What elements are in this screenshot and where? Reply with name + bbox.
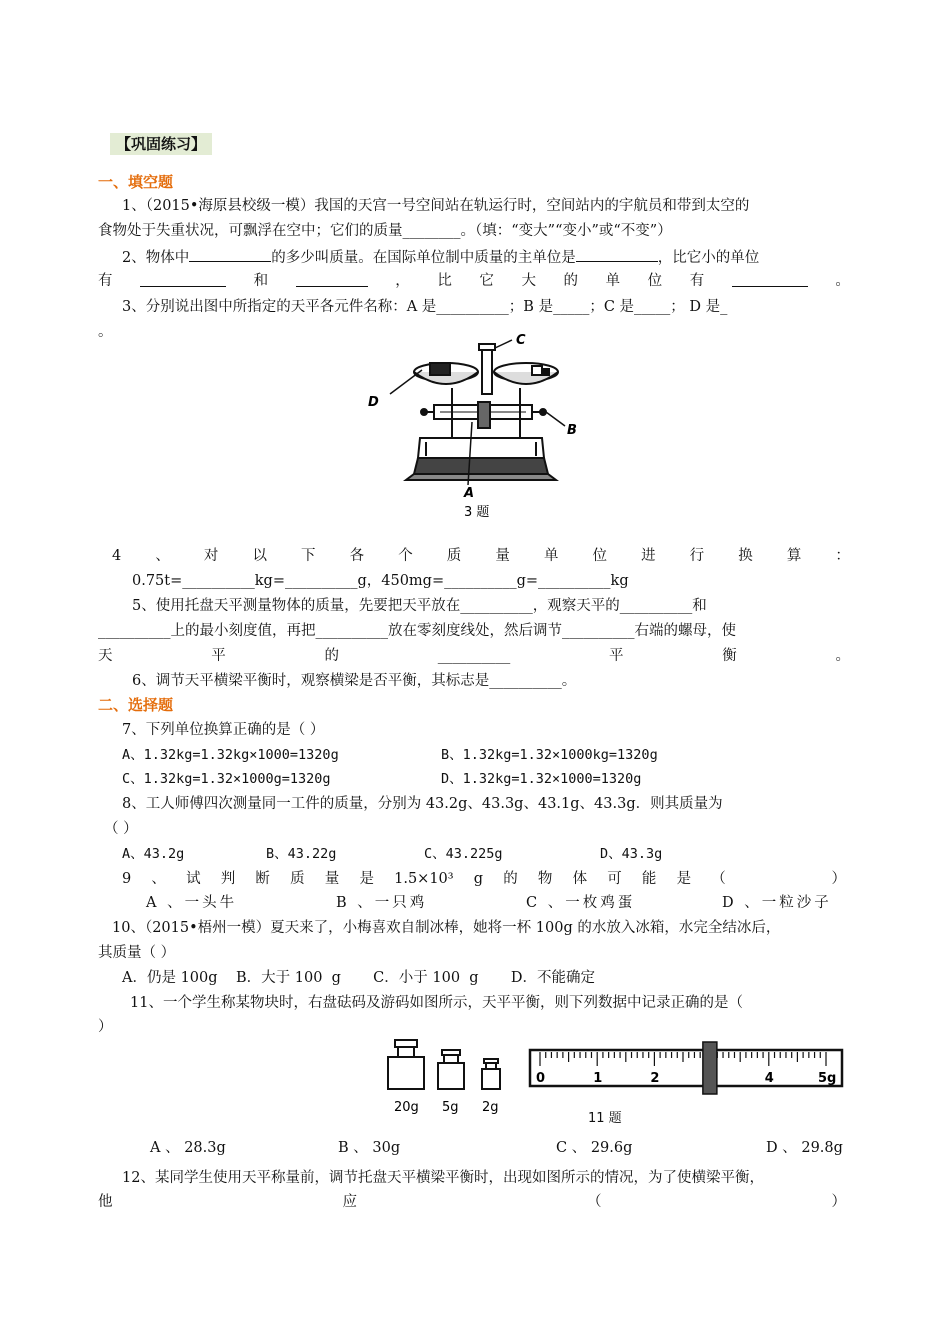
q6-text: 6、调节天平横梁平衡时，观察横梁是否平衡，其标志是__________。 bbox=[132, 673, 577, 689]
q7-stem: 7、下列单位换算正确的是（ ） bbox=[122, 722, 325, 738]
q2-part-c: ，比它小的单位 bbox=[657, 250, 760, 266]
q8-option-c: C、43.225g bbox=[424, 846, 503, 862]
q11-option-b: B 、 30g bbox=[338, 1140, 401, 1156]
q10-line2: 其质量（ ） bbox=[98, 945, 176, 961]
section-choice-heading: 二、选择题 bbox=[98, 696, 174, 714]
q2-word: 它 bbox=[479, 273, 494, 289]
q12-line2: 他 应 （ ） bbox=[98, 1194, 846, 1210]
q2-blank-3 bbox=[140, 271, 226, 287]
label-a: A bbox=[464, 486, 475, 501]
q2-word: 有 bbox=[98, 273, 113, 289]
q2-word: 大 bbox=[521, 273, 536, 289]
weight-5g-label: 5g bbox=[442, 1100, 459, 1115]
ruler-tick-label: 1 bbox=[593, 1071, 603, 1086]
label-c: C bbox=[516, 333, 526, 348]
q8-stem-paren: （ ） bbox=[104, 821, 138, 837]
weight-2g-label: 2g bbox=[482, 1100, 499, 1115]
q1-line1: 1、（2015•海原县校级一模）我国的天宫一号空间站在轨运行时，空间站内的宇航员和带到太空的 bbox=[122, 198, 750, 214]
q3-line1: 3、分别说出图中所指定的天平各元件名称：A 是__________；B 是_____；C 是_____； D 是_ bbox=[122, 299, 728, 315]
q3-line2: 。 bbox=[98, 324, 113, 340]
q8-stem: 8、工人师傅四次测量同一工件的质量，分别为 43.2g、43.3g、43.1g、43.3g．则其质量为 bbox=[122, 796, 723, 812]
q2-word: 单 bbox=[605, 273, 621, 289]
q2-blank-5 bbox=[732, 271, 808, 287]
q2-blank-1 bbox=[189, 246, 271, 262]
q2-part-b: 的多少叫质量。在国际单位制中质量的主单位是 bbox=[271, 250, 576, 266]
ruler-tick-label: 0 bbox=[536, 1071, 546, 1086]
q9-option-d: D 、一粒沙子 bbox=[722, 895, 832, 911]
q2-word: 位 bbox=[647, 273, 663, 289]
ruler-tick-label: 4 bbox=[764, 1071, 774, 1086]
q7-option-b: B、1.32kg=1.32×1000kg=1320g bbox=[441, 747, 658, 763]
q2-word: 和 bbox=[253, 273, 269, 289]
section-fill-blank-heading: 一、填空题 bbox=[98, 173, 174, 191]
q5-line1: 5、使用托盘天平测量物体的质量，先要把天平放在__________，观察天平的__________和 bbox=[132, 598, 707, 614]
q7-option-a: A、1.32kg=1.32kg×1000=1320g bbox=[122, 747, 339, 763]
q3-figure-caption: 3 题 bbox=[464, 505, 490, 520]
q10-line1: 10、（2015•梧州一模）夏天来了，小梅喜欢自制冰棒，她将一杯 100g 的水放入冰箱，水完全结冰后， bbox=[112, 920, 781, 936]
q9-stem: 9 、 试 判 断 质 量 是 1.5×10³ g 的 物 体 可 能 是 （ ） bbox=[122, 871, 846, 887]
practice-tag: 【巩固练习】 bbox=[110, 133, 212, 155]
q11-option-a: A 、 28.3g bbox=[150, 1140, 226, 1156]
q2-blank-2 bbox=[576, 246, 658, 262]
q10-options: A．仍是 100g B．大于 100 g C．小于 100 g D．不能确定 bbox=[122, 970, 595, 986]
q7-option-c: C、1.32kg=1.32×1000g=1320g bbox=[122, 771, 331, 787]
q2-word: 有 bbox=[689, 273, 705, 289]
rider-ruler-figure bbox=[526, 1040, 848, 1100]
ruler-tick-label: 2 bbox=[650, 1071, 660, 1086]
balance-base-top bbox=[414, 458, 548, 474]
q5-line3: 天 平 的 __________ 平 衡 。 bbox=[98, 648, 850, 664]
q1-line2: 食物处于失重状况，可飘浮在空中；它们的质量________。（填：“变大”“变小”或“不变”） bbox=[98, 223, 672, 239]
q8-option-b: B、43.22g bbox=[266, 846, 337, 862]
q2-word: 的 bbox=[563, 273, 578, 289]
q4-line1: 4 、 对 以 下 各 个 质 量 单 位 进 行 换 算 ： bbox=[112, 548, 850, 564]
q2-word: ， bbox=[395, 273, 410, 289]
q12-line1: 12、某同学生使用天平称量前，调节托盘天平横梁平衡时，出现如图所示的情况，为了使横梁平衡， bbox=[122, 1170, 764, 1186]
q9-option-b: B 、一只鸡 bbox=[336, 895, 428, 911]
label-d: D bbox=[368, 395, 379, 410]
q11-line2: ） bbox=[98, 1019, 113, 1035]
q2-word: 。 bbox=[835, 273, 850, 289]
q8-option-d: D、43.3g bbox=[600, 846, 663, 862]
q11-option-d: D 、 29.8g bbox=[766, 1140, 843, 1156]
q9-option-a: A 、一头牛 bbox=[146, 895, 238, 911]
q4-line2: 0.75t=__________kg=__________g，450mg=__________g=__________kg bbox=[132, 573, 629, 589]
q2-line1 bbox=[122, 246, 759, 268]
q5-line2: __________上的最小刻度值，再把__________放在零刻度线处，然后调节__________右端的螺母，使 bbox=[98, 623, 736, 639]
q2-word: 比 bbox=[437, 273, 452, 289]
q2-line2 bbox=[98, 271, 850, 291]
q2-blank-4 bbox=[296, 271, 368, 287]
q7-option-d: D、1.32kg=1.32×1000=1320g bbox=[441, 771, 642, 787]
q8-option-a: A、43.2g bbox=[122, 846, 185, 862]
q11-line1: 11、一个学生称某物块时，右盘砝码及游码如图所示，天平平衡，则下列数据中记录正确的是（ bbox=[130, 995, 743, 1011]
q11-option-c: C 、 29.6g bbox=[556, 1140, 633, 1156]
q11-figure-caption: 11 题 bbox=[588, 1111, 622, 1126]
weight-20g-label: 20g bbox=[394, 1100, 419, 1115]
label-b: B bbox=[567, 423, 577, 438]
weights-figure bbox=[380, 1033, 510, 1118]
q9-option-c: C 、一枚鸡蛋 bbox=[526, 895, 636, 911]
balance-figure bbox=[360, 330, 590, 530]
q2-part-a: 2、物体中 bbox=[122, 250, 190, 266]
ruler-rider bbox=[703, 1042, 717, 1094]
ruler-tick-label: 5g bbox=[818, 1071, 837, 1086]
